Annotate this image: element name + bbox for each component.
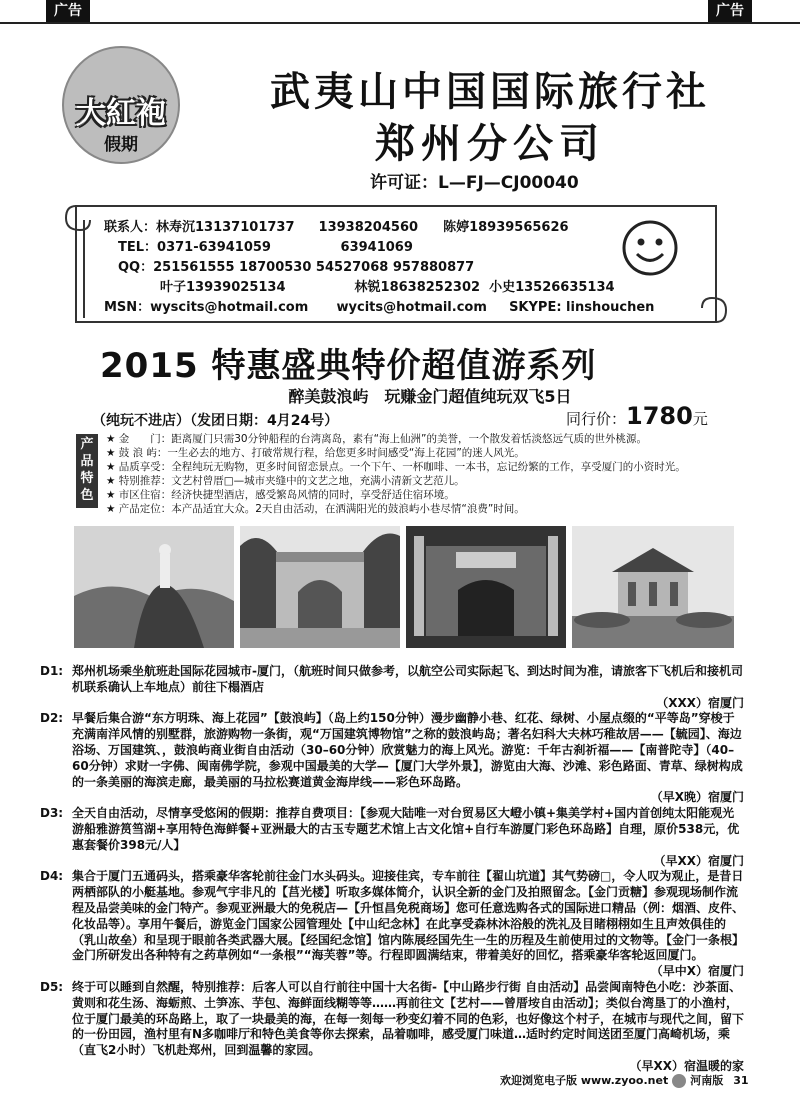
smiley-icon [620,218,680,278]
promo-headline: 2015 特惠盛典特价超值游系列 [100,346,597,386]
itinerary-day [40,664,744,711]
day-text: 郑州机场乘坐航班赴国际花园城市-厦门，（航班时间只做参考，以航空公司实际起飞、到达时间为准，请旅客下飞机后和接机司机联系确认上车地点）前往下榻酒店 [72,664,743,694]
day-stay: （早XX）宿温暖的家 [629,1058,744,1073]
photo-temple-hall [406,526,566,648]
price [566,402,708,430]
contact-xiaoshi: 小史13526635134 [489,280,615,295]
itinerary-day [40,806,744,869]
feature-item: ★ 金 门：距离厦门只需30分钟船程的台湾离岛，素有“海上仙洲”的美誉，一个散发着恬淡悠远气质的世外桃源。 [106,433,647,445]
photo-university [572,526,734,648]
photo-strip [74,526,734,648]
contact-phone-2: 13938204560 [318,220,419,235]
contact-row-5 [104,298,664,318]
contact-row-4 [104,278,664,298]
price-label: 同行价： [566,410,627,428]
brand-badge [62,46,180,164]
company-name: 武夷山中国国际旅行社 [270,68,710,115]
contact-row-1 [104,218,664,238]
contact-tel-2: 63941069 [340,240,413,255]
contact-main: 联系人：林寿沉13137101737 [104,220,295,235]
itinerary-day [40,980,744,1075]
tour-name: 醉美鼓浪屿 玩赚金门超值纯玩双飞5日 [288,387,572,406]
feature-item: ★ 鼓 浪 屿：一生必去的地方、打破常规行程，给您更多时间感受“海上花园”的迷人风光。 [106,447,525,459]
company-branch: 郑州分公司 [375,120,605,167]
contact-chen: 陈婷18939565626 [443,220,569,235]
footer-site: 欢迎浏览电子版 www.zyoo.net [500,1074,669,1087]
day-text: 终于可以睡到自然醒，特别推荐：后客人可以自行前往中国十大名街-【中山路步行街 自由活动】品尝闽南特色小吃：沙茶面、黄则和花生汤、海蛎煎、土笋冻、芋包、海鲜面线糊等等……再前往文【艺村——曾厝垵自由活动】；类似台湾垦丁的小渔村，位于厦门最美的环岛路上，取了一块最美的海，在每一刻每一秒变幻着不同的色彩，也好像这个村子，在城市与现代之间，留下的一份田园，渔村里有N多咖啡厅和特色美食等你去探索，品着咖啡，感受厦门味道…适时约定时间送团至厦门高崎机场，乘（直飞2小时）飞机赴郑州，回到温馨的家园。 [72,979,745,1058]
contact-skype: SKYPE: linshouchen [509,300,655,315]
day-text: 全天自由活动，尽情享受悠闲的假期：推荐自费项目：【参观大陆唯一对台贸易区大嶝小镇+集美学村+国内首创纯太阳能观光游船雅游筼筜湖+享用特色海鲜餐+亚洲最大的古玉专题艺术馆上古文化馆+自行车游厦门彩色环岛路】自理，原价538元，优惠套餐价398元/人】 [72,806,740,852]
day-label: D4: [40,869,64,884]
page-number: 31 [733,1074,749,1087]
contact-qq: QQ：251561555 18700530 54527068 957880877 [118,260,475,275]
footer-edition: 河南版 [690,1074,724,1087]
photo-gate [240,526,400,648]
day-label: D3: [40,806,64,821]
price-unit: 元 [692,410,708,428]
feature-item: ★ 产品定位：本产品适宜大众。2天自由活动，在洒满阳光的鼓浪屿小巷尽情“浪费”时间。 [106,503,525,515]
day-label: D5: [40,979,64,994]
itinerary-day [40,711,744,806]
product-features [76,432,736,524]
license-number: 许可证：L—FJ—CJ00040 [370,173,579,193]
day-stay: （早XX）宿厦门 [653,853,744,868]
page-footer [500,1072,760,1088]
contact-msn: MSN：wyscits@hotmail.com [104,300,309,315]
contact-list [104,218,664,318]
contact-row-2 [104,238,664,258]
contact-yezi: 叶子13939025134 [160,280,286,295]
day-label: D1: [40,664,64,678]
features-list [106,432,746,516]
publisher-logo-icon [672,1074,686,1088]
price-value: 1780 [626,402,693,430]
top-bar [0,0,800,24]
day-text: 早餐后集合游“东方明珠、海上花园”【鼓浪屿】（岛上约150分钟）漫步幽静小巷、红花、绿树、小屋点缀的“平等岛”穿梭于充满南洋风情的别墅群，旅游购物一条街，观“万国建筑博物馆”之称的鼓浪屿岛；著名妇科大夫林巧稚故居——【毓园】、海边浴场、万国建筑、，鼓浪屿商业街自由活动（30–60分钟）欣赏魅力的海上风光。游览：千年古刹祈福——【南普陀寺】（40–60分钟）求财一字佛、闽南佛学院，参观中国最美的大学—【厦门大学外景】，游览由大海、沙滩、彩色路面、青草、绿树构成的一条美丽的海滨走廊，最美丽的马拉松赛道黄金海岸线——彩色环岛路。 [72,711,743,789]
badge-name: 大紅袍 [76,96,166,131]
day-stay: （早X晚）宿厦门 [650,790,744,805]
photo-statue [74,526,234,648]
contact-tel: TEL：0371-63941059 [118,240,271,255]
itinerary-day [40,869,744,980]
day-stay: （XXX）宿厦门 [656,695,744,710]
contact-row-3 [104,258,664,278]
tour-note: （纯玩不进店）（发团日期：4月24号） [92,413,339,429]
ad-label-left: 广告 [46,0,90,22]
feature-item: ★ 品质享受：全程纯玩无购物，更多时间留恋景点。一个下午、一杯咖啡、一本书，忘记纷繁的工作，享受厦门的小资时光。 [106,461,686,473]
features-tag: 产品特色 [76,434,98,508]
day-text: 集合于厦门五通码头，搭乘豪华客轮前往金门水头码头。迎接佳宾，专车前往【翟山坑道】其气势磅□，令人叹为观止，是昔日两栖部队的小艇基地。参观气宇非凡的【莒光楼】听取多媒体简介，认识全新的金门及拍照留念。【金门贡糖】参观现场制作流程及品尝美味的金门特产。参观亚洲最大的免税店—【升恒昌免税商场】您可任意选购各式的国际进口精品（例：烟酒、皮件、化妆品等）。享用午餐后，游览金门国家公园管理处【中山纪念林】在此享受森林沐浴般的洗礼及目睹栩栩如生且声效俱佳的（乳山故垒）和呈现于眼前各类武器大展。【经国纪念馆】馆内陈展经国先生一生的历程及生前使用过的文物等。【金门一条根】金门所研发出各种特有之药草例如“一条根”“海芙蓉”等。行程即圆满结束，带着美好的回忆，搭乘豪华客轮返回厦门。 [72,869,745,963]
day-stay: （早中X）宿厦门 [650,964,744,979]
contact-linrui: 林锐18638252302 [354,280,481,295]
ad-label-right: 广告 [708,0,752,22]
feature-item: ★ 特别推荐：文艺村曾厝□—城市夹缝中的文艺之地，充满小清新文艺范儿。 [106,475,465,487]
badge-sub: 假期 [104,135,138,155]
feature-item: ★ 市区住宿：经济快捷型酒店，感受繁岛风情的同时，享受舒适住宿环境。 [106,489,455,501]
day-label: D2: [40,711,64,726]
itinerary [40,664,744,1075]
contact-msn-2: wycits@hotmail.com [336,300,487,315]
